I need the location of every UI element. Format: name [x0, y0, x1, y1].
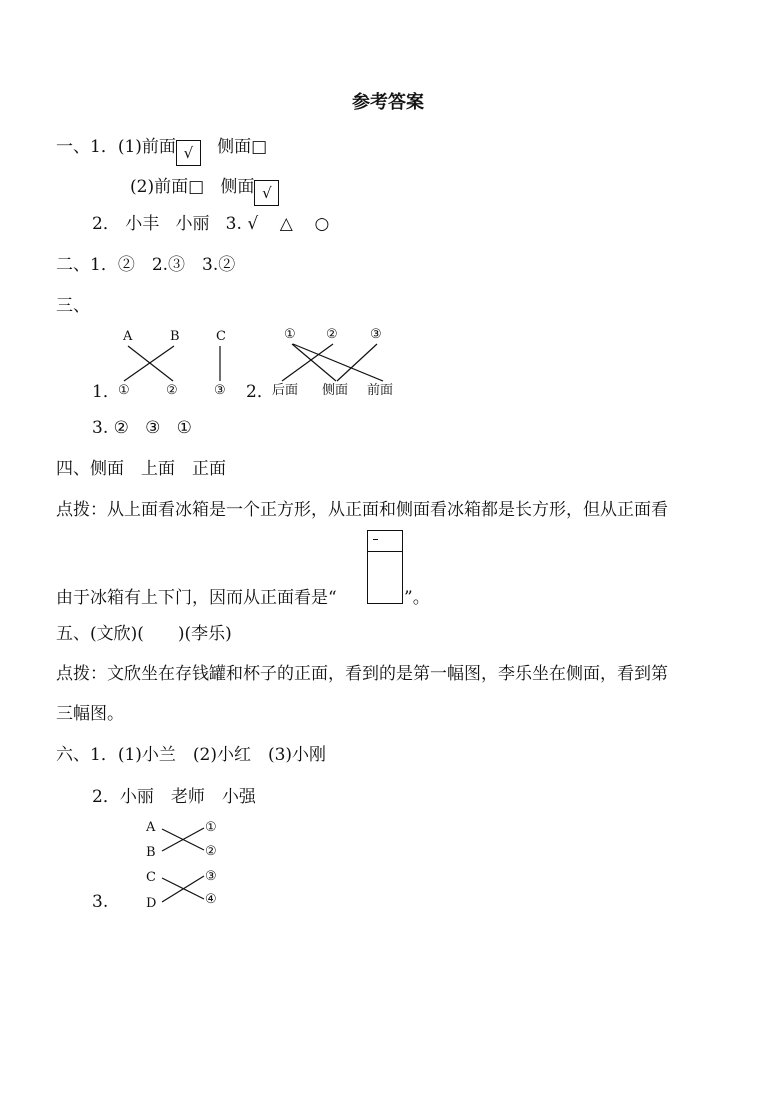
q1a-prefix: (1)前面 [117, 137, 176, 157]
match1-top-c: C [216, 329, 226, 344]
page-title: 参考答案 [352, 92, 424, 113]
fridge-drawing [367, 530, 403, 604]
empty-box: □ [251, 137, 268, 157]
match2-bottom-front: 前面 [367, 383, 394, 398]
checked-box: √ [254, 180, 279, 206]
match3-right-4: ④ [205, 892, 217, 907]
line-1-side [292, 344, 336, 381]
section-3-label: 三、 [56, 296, 90, 316]
section-6-q3-label: 3. [92, 892, 109, 912]
section-4-hint-line2-before: 由于冰箱有上下门，因而从正面看是“ [56, 588, 337, 608]
match1-top-a: A [123, 329, 133, 344]
match1-bottom-3: ③ [214, 383, 226, 398]
match3-right-3: ③ [205, 869, 217, 884]
line-6-d-3 [162, 876, 204, 902]
match1-bottom-1: ① [118, 383, 130, 398]
section-6-q2: 2．小丽 老师 小强 [92, 787, 256, 807]
q3-label: 3. [92, 418, 109, 438]
match3-left-a: A [146, 820, 156, 835]
match2-top-1: ① [284, 327, 296, 342]
q3-label: 3. [225, 214, 242, 234]
section-5-hint-line1: 点拨：文欣坐在存钱罐和杯子的正面，看到的是第一幅图，李乐坐在侧面，看到第 [56, 664, 668, 684]
section-6-q1: 六、1．(1)小兰 (2)小红 (3)小刚 [56, 745, 327, 765]
q3-answer: ○ [314, 214, 330, 234]
match2-q-label: 2． [246, 382, 274, 402]
match1-bottom-2: ② [166, 383, 178, 398]
match1-top-b: B [170, 329, 180, 344]
match2-bottom-back: 后面 [272, 383, 299, 398]
match2-top-2: ② [326, 327, 338, 342]
q3-answer: ③ [145, 418, 161, 438]
match2-top-3: ③ [370, 327, 382, 342]
checked-box: √ [176, 140, 201, 166]
q1a-side-label: 侧面 [217, 137, 252, 157]
match3-right-1: ① [205, 820, 217, 835]
q2-answer: 小丰 [125, 214, 160, 234]
q2-label: 2． [92, 214, 120, 234]
q3-answer: △ [279, 214, 293, 234]
line-6-b-1 [162, 828, 204, 851]
q3-answer: ① [176, 418, 192, 438]
section-4-hint-line2-after: ”。 [404, 588, 430, 608]
section-5: 五、(文欣)( )(李乐) [56, 624, 232, 644]
q3-answer: √ [247, 214, 259, 234]
section-4: 四、侧面 上面 正面 [56, 459, 226, 479]
section-5-hint-line2: 三幅图。 [56, 704, 124, 724]
match3-left-c: C [146, 870, 156, 885]
q3-answer: ② [113, 418, 129, 438]
section-2: 二、1．② 2.③ 3.② [56, 255, 236, 275]
match3-left-b: B [146, 845, 156, 860]
fridge-handle [373, 539, 378, 540]
match1-q-label: 1． [92, 382, 120, 402]
empty-box: □ [188, 177, 205, 197]
section-1-label: 一、1． [56, 137, 118, 157]
q2-answer: 小丽 [175, 214, 210, 234]
match2-bottom-side: 侧面 [322, 383, 349, 398]
q1b-prefix: (2)前面 [130, 177, 189, 197]
fridge-door-divider [368, 551, 402, 552]
match3-right-2: ② [205, 844, 217, 859]
match3-left-d: D [146, 896, 157, 911]
section-4-hint-line1: 点拨：从上面看冰箱是一个正方形，从正面和侧面看冰箱都是长方形，但从正面看 [56, 500, 668, 520]
q1b-side-label: 侧面 [220, 177, 255, 197]
section-3-q3 [92, 420, 192, 437]
